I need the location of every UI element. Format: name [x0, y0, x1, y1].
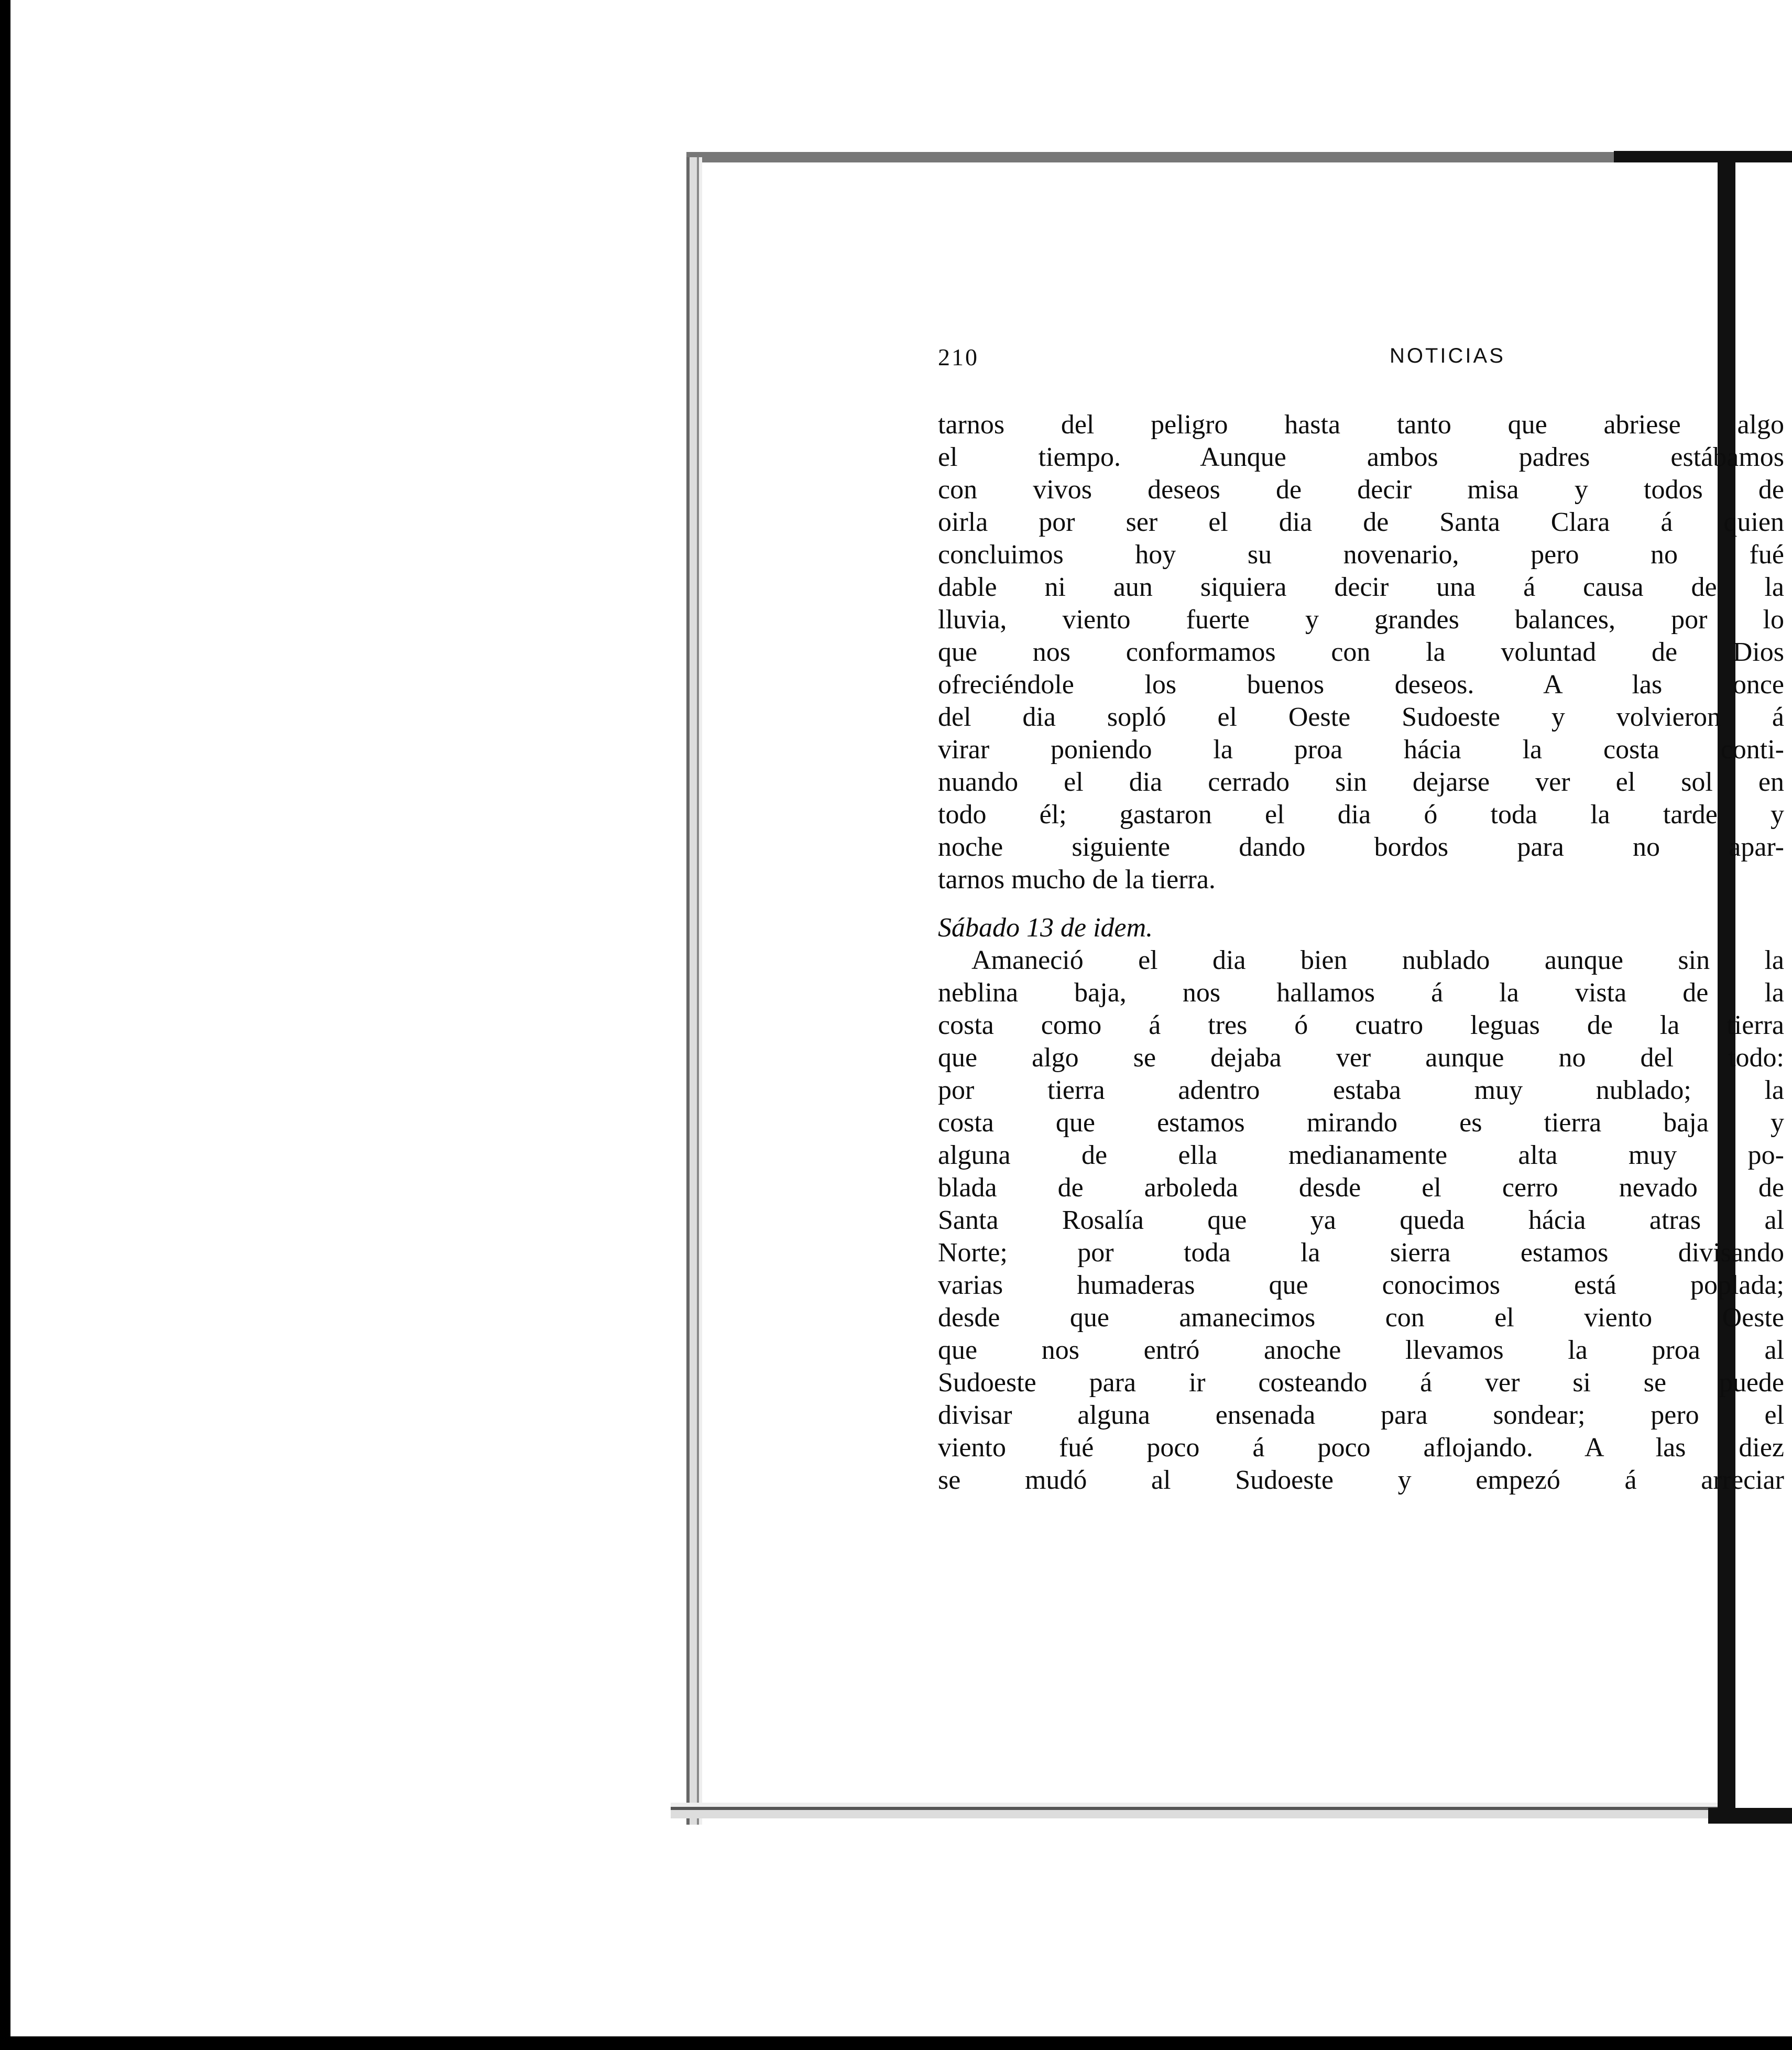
text-line: Santa Rosalía que ya queda hácia atras al	[938, 1205, 1784, 1235]
text-line: concluimos hoy su novenario, pero no fué	[938, 540, 1784, 570]
text-line: ofreciéndole los buenos deseos. A las once	[938, 670, 1784, 700]
text-line: Amaneció el dia bien nublado aunque sin la	[971, 945, 1784, 975]
paragraph-2	[938, 944, 1784, 1497]
scan-border-left	[0, 0, 10, 2050]
book-binding-top	[1614, 151, 1792, 162]
text-line: tarnos mucho de la tierra.	[938, 865, 1216, 895]
text-line: oirla por ser el dia de Santa Clara á quien	[938, 507, 1784, 537]
text-line: por tierra adentro estaba muy nublado; la	[938, 1075, 1784, 1105]
text-line: con vivos deseos de decir misa y todos de	[938, 475, 1784, 505]
text-line: blada de arboleda desde el cerro nevado de	[938, 1173, 1784, 1203]
text-line: del dia sopló el Oeste Sudoeste y volvieron á	[938, 702, 1784, 732]
text-line: neblina baja, nos hallamos á la vista de la	[938, 978, 1784, 1008]
page-edge-bottom	[671, 1803, 1724, 1818]
section-subheading: Sábado 13 de idem.	[938, 913, 1153, 943]
text-line: costa como á tres ó cuatro leguas de la tierra	[938, 1010, 1784, 1040]
text-line: viento fué poco á poco aflojando. A las diez	[938, 1433, 1784, 1463]
text-line: alguna de ella medianamente alta muy po-	[938, 1140, 1784, 1170]
text-line: dable ni aun siquiera decir una á causa de la	[938, 572, 1784, 602]
text-line: se mudó al Sudoeste y empezó á arreciar	[938, 1465, 1784, 1495]
text-line: que nos entró anoche llevamos la proa al	[938, 1335, 1784, 1365]
running-head	[938, 343, 1784, 375]
text-line: noche siguiente dando bordos para no apar-	[938, 832, 1784, 862]
text-block	[938, 409, 1784, 1497]
text-line: el tiempo. Aunque ambos padres estábamos	[938, 442, 1784, 472]
paragraph-gap	[938, 896, 1784, 912]
text-line: todo él; gastaron el dia ó toda la tarde y	[938, 800, 1784, 830]
text-line: nuando el dia cerrado sin dejarse ver el sol en	[938, 767, 1784, 797]
text-line: virar poniendo la proa hácia la costa conti-	[938, 735, 1784, 765]
book-binding-bottom	[1708, 1808, 1792, 1824]
scan-border-bottom	[0, 2036, 1792, 2050]
text-line: Norte; por toda la sierra estamos divisando	[938, 1238, 1784, 1268]
text-line: divisar alguna ensenada para sondear; pero el	[938, 1400, 1784, 1430]
text-line: costa que estamos mirando es tierra baja y	[938, 1108, 1784, 1138]
page-edge-top	[686, 152, 1624, 162]
page-number: 210	[938, 344, 979, 370]
text-line: Sudoeste para ir costeando á ver si se puede	[938, 1368, 1784, 1398]
paragraph-1	[938, 409, 1784, 896]
book-page	[702, 162, 1784, 1803]
text-line: lluvia, viento fuerte y grandes balances, por lo	[938, 605, 1784, 635]
text-line: varias humaderas que conocimos está poplada;	[938, 1270, 1784, 1300]
text-line: desde que amanecimos con el viento Oeste	[938, 1303, 1784, 1333]
text-line: que algo se dejaba ver aunque no del todo:	[938, 1043, 1784, 1073]
text-line: tarnos del peligro hasta tanto que abriese algo	[938, 410, 1784, 440]
running-title: NOTICIAS	[1390, 344, 1505, 367]
text-line: que nos conformamos con la voluntad de Dios	[938, 637, 1784, 667]
page-edge-left	[686, 157, 702, 1825]
